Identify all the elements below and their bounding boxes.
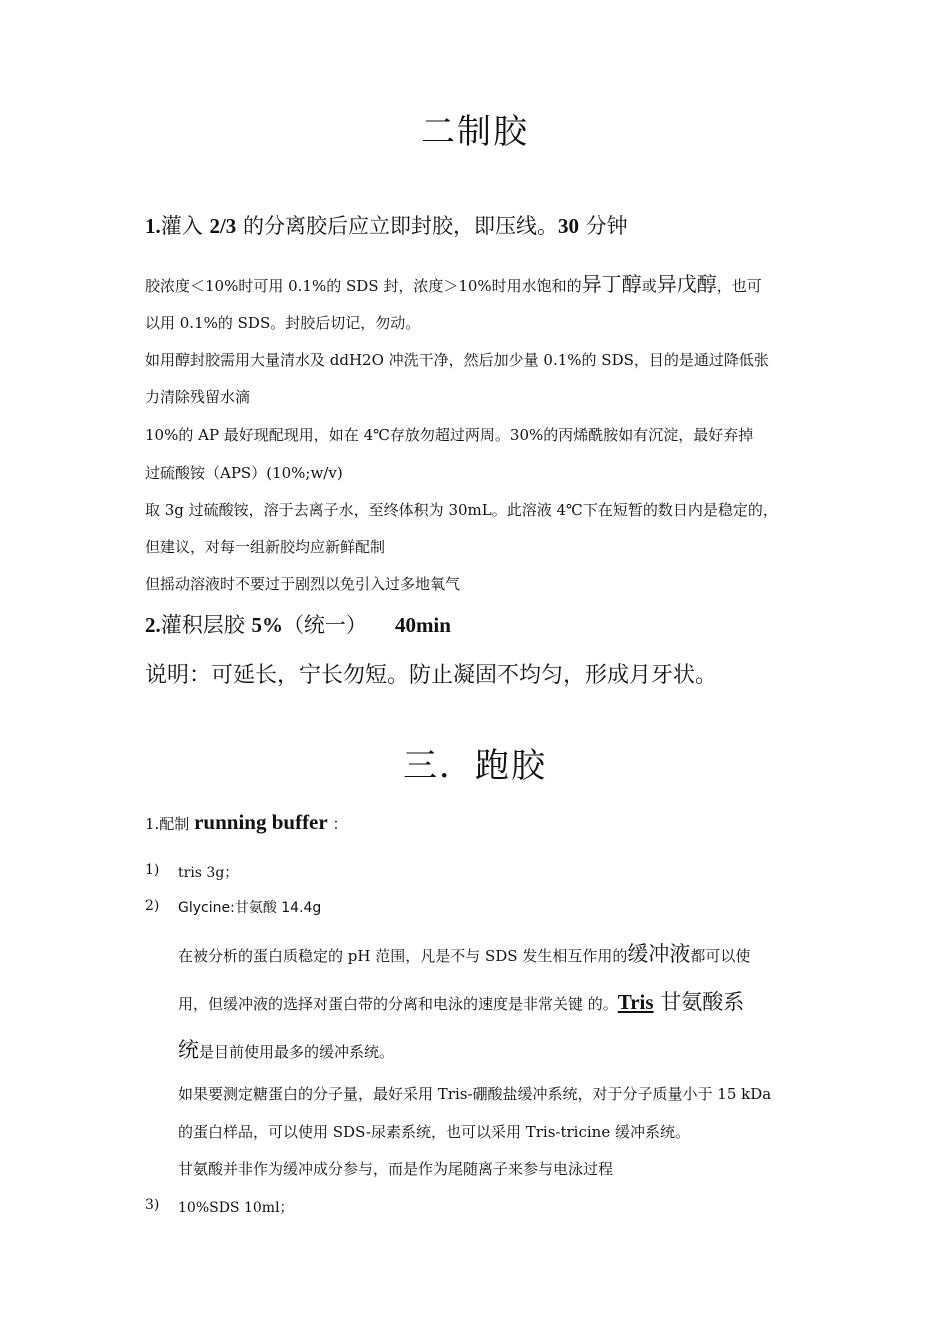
step1-number: 1.: [145, 214, 161, 238]
text-segment: 都可以使: [690, 947, 751, 965]
list-marker: 1): [145, 862, 160, 878]
paragraph-line: 取 3g 过硫酸铵，溶于去离子水，至终体积为 30mL。此溶液 4℃下在短暂的数日内是稳定的，: [145, 501, 778, 519]
list-marker: 3): [145, 1197, 160, 1213]
paragraph-line: [178, 938, 750, 968]
running-buffer-term: running buffer: [194, 810, 328, 834]
step2-duration: 40min: [394, 613, 451, 637]
text-segment: 或: [641, 277, 657, 295]
text-segment: 在被分析的蛋白质稳定的 pH 范围，凡是不与 SDS 发生相互作用的: [178, 947, 628, 965]
paragraph-line: 过硫酸铵（APS）(10%;w/v): [145, 464, 343, 482]
paragraph-line: 甘氨酸并非作为缓冲成分参与，而是作为尾随离子来参与电泳过程: [178, 1160, 614, 1178]
step2-text-c: （统一）: [282, 613, 367, 637]
tris-term: Tris: [617, 990, 654, 1014]
isoamyl-alcohol-term: 异戊醇: [656, 272, 717, 296]
paragraph-line: 10%的 AP 最好现配现用，如在 4℃存放勿超过两周。30%的丙烯酰胺如有沉淀，最好弃掉: [145, 426, 754, 444]
step2-heading: [145, 609, 451, 639]
list-marker: 2): [145, 898, 160, 914]
text-segment: ，也可: [716, 277, 762, 295]
list-item: tris 3g；: [178, 865, 239, 881]
step1-text-c: 的分离胶后应立即封胶，即压线。: [236, 214, 558, 238]
paragraph-line: [178, 986, 744, 1016]
paragraph-line: 如用醇封胶需用大量清水及 ddH2O 冲洗干净，然后加少量 0.1%的 SDS，目的是通过降低张: [145, 351, 769, 369]
paragraph-line: [178, 1034, 394, 1064]
step1-minutes: 30: [557, 214, 579, 238]
text-segment: ：: [327, 815, 348, 833]
glycine-system-term: 甘氨酸系: [653, 990, 745, 1014]
text-segment: 用，但缓冲液的选择对蛋白带的分离和电泳的速度是非常关键 的。: [178, 995, 618, 1013]
list-item: 10%SDS 10ml；: [178, 1200, 294, 1216]
section-title-make-gel: 二制胶: [421, 112, 529, 152]
system-term: 统: [178, 1038, 199, 1062]
step1-text-e: 分钟: [578, 214, 628, 238]
paragraph-line: 力清除残留水滴: [145, 388, 251, 406]
step2-text-a: 灌积层胶: [160, 613, 252, 637]
step1-text-a: 灌入: [160, 214, 210, 238]
text-segment: 1.配制: [145, 815, 195, 833]
buffer-term: 缓冲液: [627, 942, 691, 966]
text-segment: 胶浓度＜10%时可用 0.1%的 SDS 封，浓度＞10%时用水饱和的: [145, 277, 582, 295]
step2-number: 2.: [145, 613, 161, 637]
list-item: Glycine:甘氨酸 14.4g: [178, 900, 322, 916]
step2-percent: 5%: [251, 613, 283, 637]
paragraph-line: 但摇动溶液时不要过于剧烈以免引入过多地氧气: [145, 575, 461, 593]
paragraph-line: 但建议，对每一组新胶均应新鲜配制: [145, 538, 386, 556]
step1-heading: [145, 210, 628, 240]
isobutanol-term: 异丁醇: [581, 272, 642, 296]
step1-fraction: 2/3: [209, 214, 237, 238]
running-buffer-heading: [145, 810, 347, 835]
text-segment: 是目前使用最多的缓冲系统。: [199, 1043, 395, 1061]
note-line: 说明：可延长，宁长勿短。防止凝固不均匀，形成月牙状。: [145, 663, 718, 688]
section-title-run-gel: 三．跑胶: [403, 746, 547, 786]
paragraph-line: 以用 0.1%的 SDS。封胶后切记，勿动。: [145, 314, 421, 332]
paragraph-line: [145, 268, 762, 297]
paragraph-line: 如果要测定糖蛋白的分子量，最好采用 Tris-硼酸盐缓冲系统，对于分子质量小于 15 kDa: [178, 1085, 772, 1103]
paragraph-line: 的蛋白样品，可以使用 SDS-尿素系统，也可以采用 Tris-tricine 缓冲系统。: [178, 1123, 690, 1141]
